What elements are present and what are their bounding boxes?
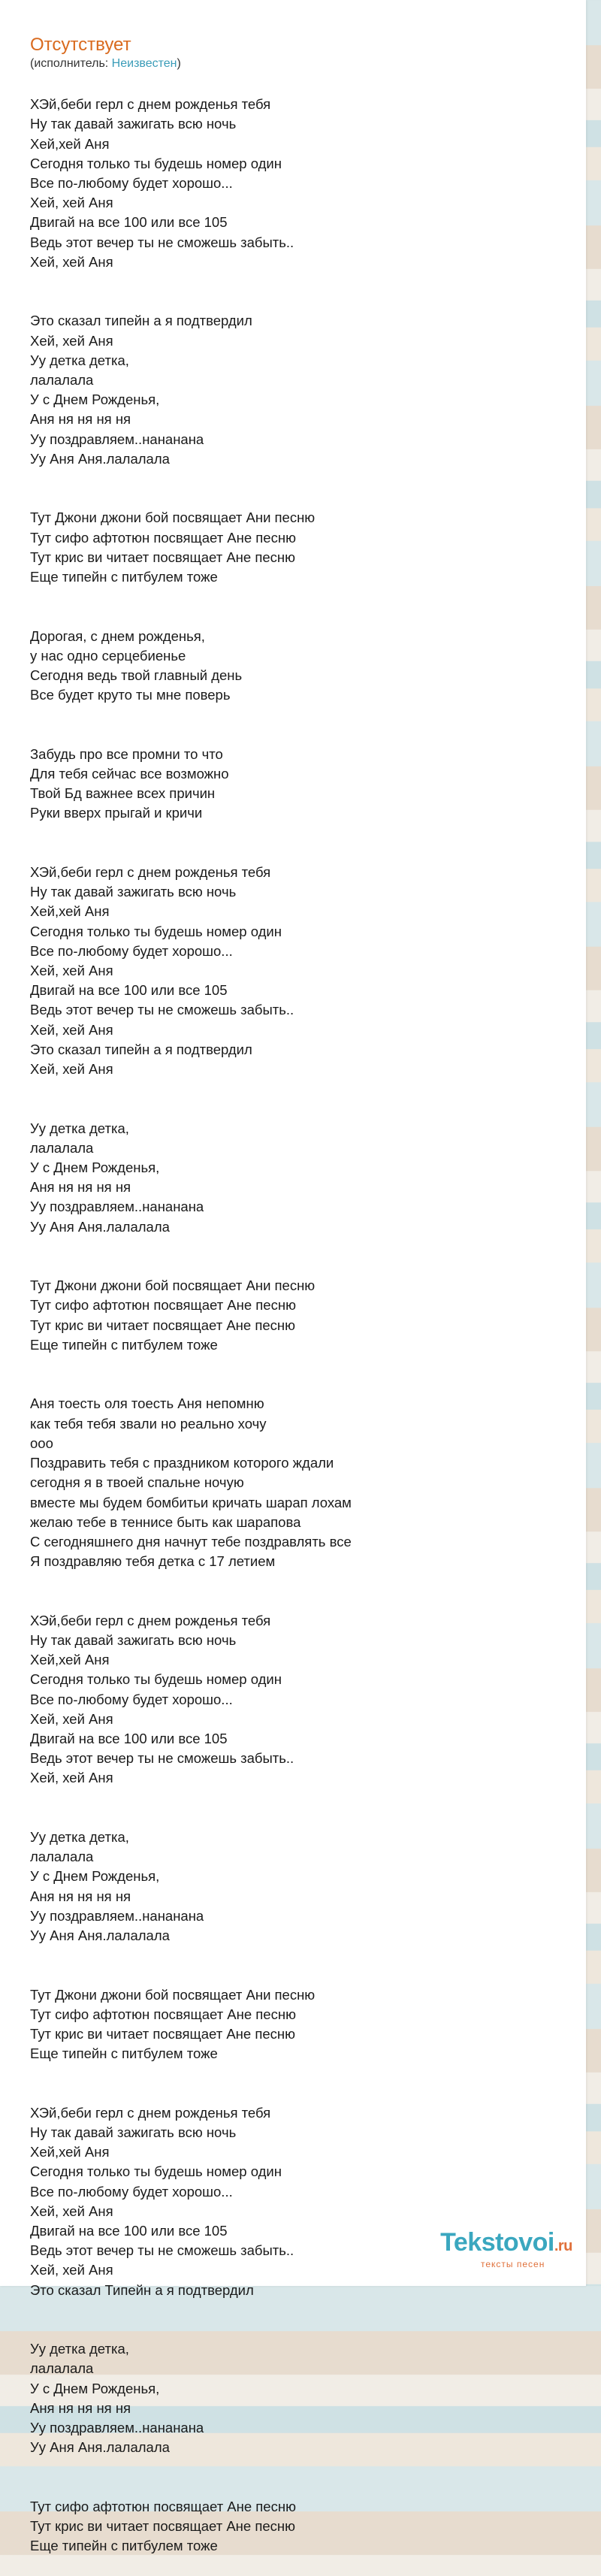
lyrics-stanza: Забудь про все промни то что Для тебя сейчас все возможно Твой Бд важнее всех причин Руки вверх прыгай и кричи xyxy=(30,745,229,821)
lyrics-stanza: Уу детка детка, лалалала У с Днем Рожденья, Аня ня ня ня ня Уу поздравляем..нананана Уу Аня Аня.лалалала xyxy=(30,2341,204,2456)
artist-suffix: ) xyxy=(177,57,181,70)
logo-brand: Tekstovoi xyxy=(440,2228,554,2257)
lyrics-stanza: ХЭй,беби герл с днем рожденья тебя Ну так давай зажигать всю ночь Хей,хей Аня Сегодня только ты будешь номер один Все по-любому будет хорошо... Хей, хей Аня Двигай на все 100 или все 105 Ведь этот вечер ты не сможешь забыть.. Хей, хей Аня xyxy=(30,96,294,270)
lyrics-stanza: Уу детка детка, лалалала У с Днем Рожденья, Аня ня ня ня ня Уу поздравляем..нананана Уу Аня Аня.лалалала xyxy=(30,1828,204,1943)
lyrics-stanza: Это сказал типейн а я подтвердил Хей, хей Аня Уу детка детка, лалалала У с Днем Рожденья, Аня ня ня ня ня Уу поздравляем..нананана Уу Аня Аня.лалалала xyxy=(30,313,252,467)
logo-tagline: тексты песен xyxy=(481,2259,545,2269)
lyrics-stanza: Тут Джони джони бой посвящает Ани песню Тут сифо афтотюн посвящает Ане песню Тут крис ви читает посвящает Ане песню Еще типейн с питбулем тоже xyxy=(30,1986,316,2062)
lyrics-stanza: Аня тоесть оля тоесть Аня непомню как тебя тебя звали но реально хочу ооо Поздравить тебя с праздником которого ждали сегодня я в твоей спальне ночую вместе мы будем бомбитьи кричать шарап лохам желаю тебе в теннисе быть как шарапова С сегодняшнего дня начнут тебе поздравлять все Я поздравляю тебя детка с 17 летием xyxy=(30,1395,352,1570)
lyrics-body xyxy=(30,75,556,2576)
lyrics-stanza: ХЭй,беби герл с днем рожденья тебя Ну так давай зажигать всю ночь Хей,хей Аня Сегодня только ты будешь номер один Все по-любому будет хорошо... Хей, хей Аня Двигай на все 100 или все 105 Ведь этот вечер ты не сможешь забыть.. Хей, хей Аня Это сказал типейн а я подтвердил Хей, хей Аня xyxy=(30,864,294,1078)
song-title: Отсутствует xyxy=(30,35,131,55)
lyrics-stanza: Уу детка детка, лалалала У с Днем Рожденья, Аня ня ня ня ня Уу поздравляем..нананана Уу Аня Аня.лалалала xyxy=(30,1120,204,1235)
lyrics-stanza: ХЭй,беби герл с днем рожденья тебя Ну так давай зажигать всю ночь Хей,хей Аня Сегодня только ты будешь номер один Все по-любому будет хорошо... Хей, хей Аня Двигай на все 100 или все 105 Ведь этот вечер ты не сможешь забыть.. Хей, хей Аня xyxy=(30,1612,294,1786)
song-header xyxy=(30,35,181,71)
lyrics-stanza: Дорогая, с днем рожденья, у нас одно серцебиенье Сегодня ведь твой главный день Все будет круто ты мне поверь xyxy=(30,627,243,703)
lyrics-stanza: Тут сифо афтотюн посвящает Ане песню Тут крис ви читает посвящает Ане песню Еще типейн с питбулем тоже xyxy=(30,2498,296,2554)
site-logo[interactable] xyxy=(427,2229,586,2260)
logo-tld: .ru xyxy=(554,2238,572,2254)
artist-line xyxy=(30,57,181,71)
artist-link[interactable]: Неизвестен xyxy=(111,57,177,70)
artist-prefix: (исполнитель: xyxy=(30,57,112,70)
lyrics-stanza: Тут Джони джони бой посвящает Ани песню Тут сифо афтотюн посвящает Ане песню Тут крис ви читает посвящает Ане песню Еще типейн с питбулем тоже xyxy=(30,1277,316,1353)
lyrics-stanza: Тут Джони джони бой посвящает Ани песню Тут сифо афтотюн посвящает Ане песню Тут крис ви читает посвящает Ане песню Еще типейн с питбулем тоже xyxy=(30,509,316,585)
lyrics-stanza: ХЭй,беби герл с днем рожденья тебя Ну так давай зажигать всю ночь Хей,хей Аня Сегодня только ты будешь номер один Все по-любому будет хорошо... Хей, хей Аня Двигай на все 100 или все 105 Ведь этот вечер ты не сможешь забыть.. Хей, хей Аня Это сказал Типейн а я подтвердил xyxy=(30,2104,294,2298)
